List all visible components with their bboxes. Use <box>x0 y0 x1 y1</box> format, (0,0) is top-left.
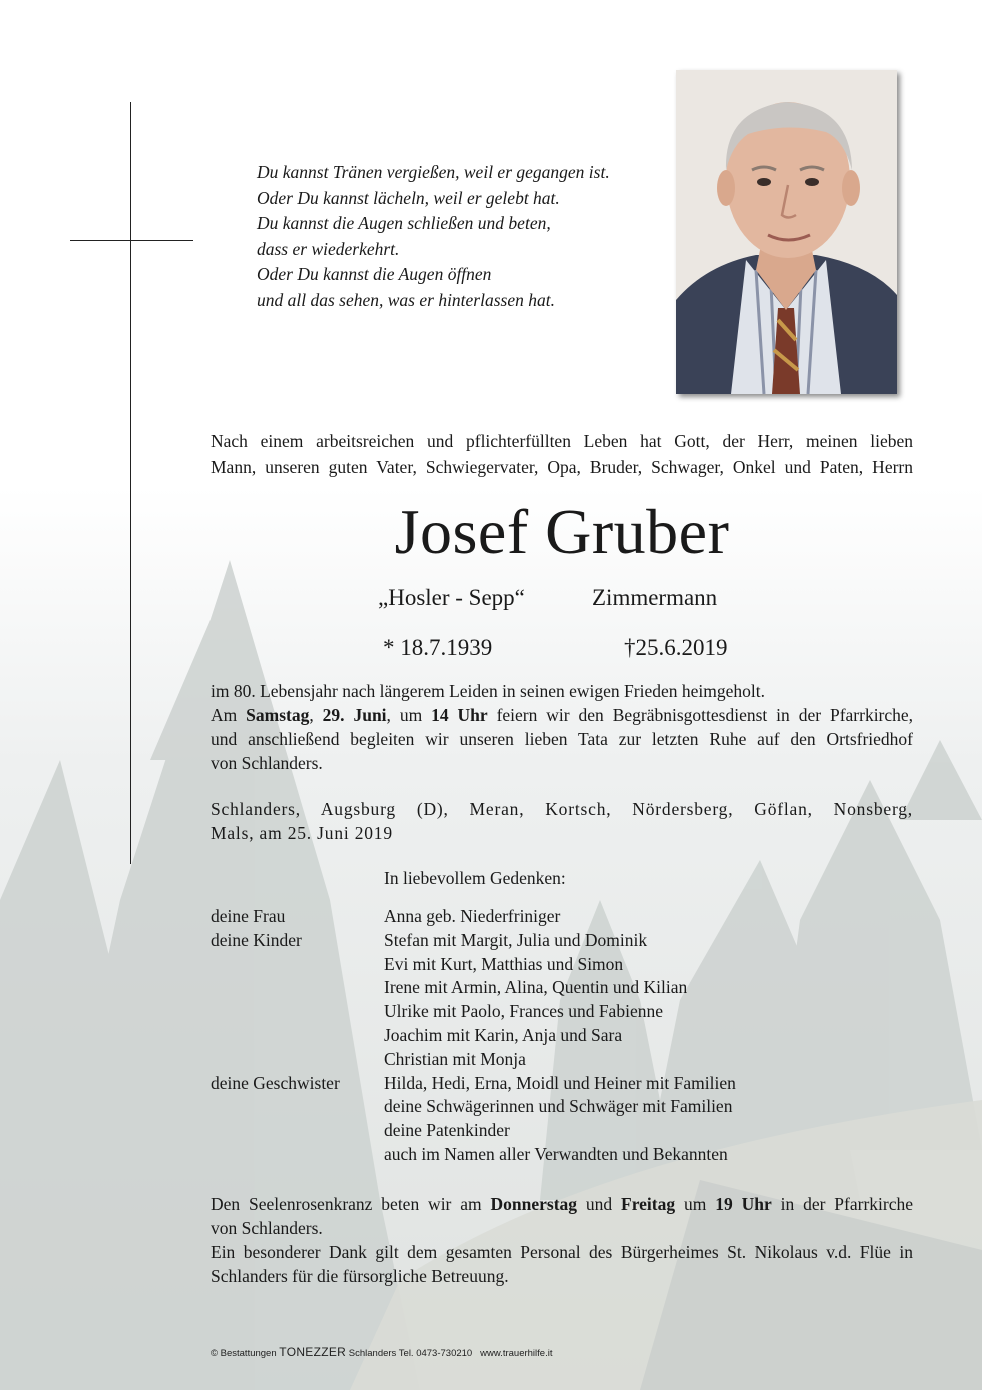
text-run: feiern wir den Begräbnisgottesdienst in der Pfarrkirche, <box>487 705 914 725</box>
family-name: Christian mit Monja <box>384 1048 526 1069</box>
text-run: und <box>577 1194 622 1214</box>
footer-website-link[interactable]: www.trauerhilfe.it <box>480 1348 553 1359</box>
places-line: Mals, am 25. Juni 2019 <box>211 823 393 843</box>
text-run: , <box>309 705 323 725</box>
deceased-occupation: Zimmermann <box>592 585 718 610</box>
family-name: Stefan mit Margit, Julia und Dominik <box>384 929 648 950</box>
text-run: um <box>675 1194 716 1214</box>
poem-line: Oder Du kannst die Augen öffnen <box>257 264 492 284</box>
rosary-day: Donnerstag <box>490 1194 578 1214</box>
funeral-line-1: im 80. Lebensjahr nach längerem Leiden in seinen ewigen Frieden heimgeholt. <box>211 681 765 701</box>
family-name: Irene mit Armin, Alina, Quentin und Kilian <box>384 977 688 998</box>
family-names <box>384 929 687 1072</box>
thanks-line-1: Ein besonderer Dank gilt dem gesamten Personal des Bürgerheimes St. Nikolaus v.d. Flüe in <box>211 1242 913 1262</box>
footer-brand: TONEZZER <box>279 1345 347 1359</box>
family-name: Joachim mit Karin, Anja und Sara <box>384 1024 623 1045</box>
family-relation: deine Frau <box>211 906 286 926</box>
funeral-line-2 <box>211 703 913 727</box>
rosary-paragraph <box>211 1192 913 1288</box>
poem <box>257 160 657 313</box>
text-run: Den Seelenrosenkranz beten wir am <box>211 1194 491 1214</box>
family-name: Hilda, Hedi, Erna, Moidl und Heiner mit Familien <box>384 1072 736 1093</box>
thanks-line-2: Schlanders für die fürsorgliche Betreuung. <box>211 1266 509 1286</box>
poem-line: Oder Du kannst lächeln, weil er gelebt hat. <box>257 187 560 208</box>
funeral-line-3: und anschließend begleiten wir unseren lieben Tata zur letzten Ruhe auf den Ortsfriedhof <box>211 729 913 749</box>
poem-line: dass er wiederkehrt. <box>257 238 400 259</box>
funeral-line-4: von Schlanders. <box>211 753 323 773</box>
family-relation: deine Geschwister <box>211 1072 340 1093</box>
rosary-time: 19 Uhr <box>715 1194 772 1214</box>
family-name: Evi mit Kurt, Matthias und Simon <box>384 953 624 974</box>
family-name: auch im Namen aller Verwandten und Bekannten <box>384 1143 728 1164</box>
text-run: Am <box>211 705 247 725</box>
deceased-nickname: „Hosler - Sepp“ <box>378 585 525 610</box>
footer-town: Schlanders <box>348 1348 397 1359</box>
rosary-line-1 <box>211 1192 913 1216</box>
deceased-name: Josef Gruber <box>394 496 730 567</box>
family-list <box>211 905 913 1167</box>
family-names <box>384 905 560 929</box>
family-relation: deine Kinder <box>211 929 302 950</box>
rosary-line-2: von Schlanders. <box>211 1218 323 1238</box>
funeral-day: Samstag <box>246 705 310 725</box>
intro-line: Mann, unseren guten Vater, Schwiegervater, Opa, Bruder, Schwager, Onkel und Paten, Herrn <box>211 457 913 477</box>
funeral-paragraph <box>211 679 913 775</box>
poem-line: Du kannst die Augen schließen und beten, <box>257 213 551 233</box>
portrait-photo <box>676 70 897 394</box>
poem-line: und all das sehen, was er hinterlassen hat. <box>257 289 555 310</box>
family-names <box>384 1072 736 1167</box>
poem-line: Du kannst Tränen vergießen, weil er gegangen ist. <box>257 162 610 182</box>
footer-prefix: © Bestattungen <box>211 1348 277 1359</box>
intro-line: Nach einem arbeitsreichen und pflichterfüllten Leben hat Gott, der Herr, meinen lieben <box>211 431 913 451</box>
cross-horizontal-line <box>70 240 193 241</box>
funeral-time: 14 Uhr <box>431 705 488 725</box>
family-name: Anna geb. Niederfriniger <box>384 906 561 926</box>
family-row <box>211 905 913 929</box>
text-run: in der Pfarrkirche <box>771 1194 913 1214</box>
family-name: deine Patenkinder <box>384 1120 510 1141</box>
gedenken-heading: In liebevollem Gedenken: <box>384 868 566 888</box>
text-run: , um <box>386 705 432 725</box>
family-name: deine Schwägerinnen und Schwäger mit Familien <box>384 1096 733 1117</box>
family-row <box>211 929 913 1072</box>
places-line: Schlanders, Augsburg (D), Meran, Kortsch, Nördersberg, Göflan, Nonsberg, <box>211 799 913 819</box>
family-row <box>211 1072 913 1167</box>
footer-phone: Tel. 0473-730210 <box>398 1348 473 1359</box>
rosary-day: Freitag <box>621 1194 676 1214</box>
birth-date: * 18.7.1939 <box>383 635 493 660</box>
funeral-date: 29. Juni <box>322 705 387 725</box>
intro-text <box>211 428 913 480</box>
death-date: †25.6.2019 <box>624 635 728 660</box>
footer-credit <box>211 1345 552 1359</box>
family-name: Ulrike mit Paolo, Frances und Fabienne <box>384 1001 663 1022</box>
places-paragraph <box>211 797 913 845</box>
cross-vertical-line <box>130 102 131 864</box>
